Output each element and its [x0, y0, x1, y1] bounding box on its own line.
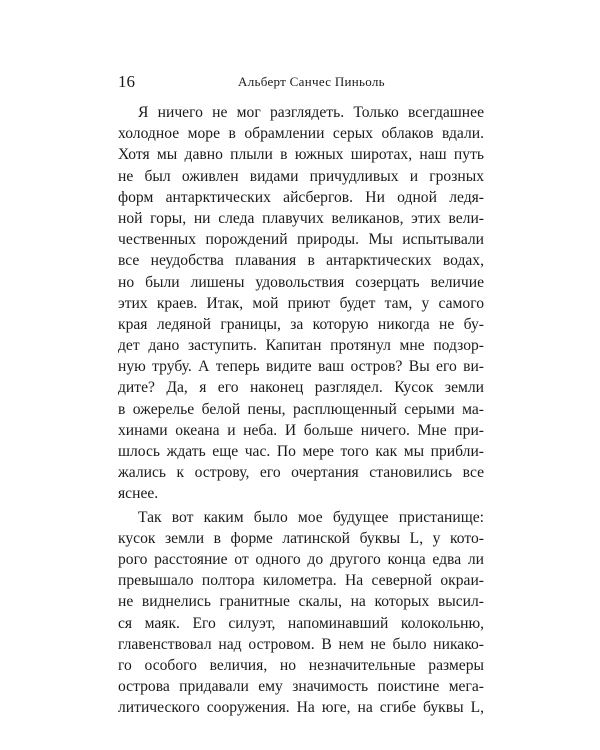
text-line: не виднелись гранитные скалы, на которых высил-	[118, 593, 484, 611]
paragraph	[118, 102, 484, 505]
text-line: дите? Да, я его наконец разглядел. Кусок земли	[118, 379, 484, 397]
running-title: Альберт Санчес Пиньоль	[238, 74, 385, 89]
text-line: главенствовал над островом. В нем не было никако-	[118, 635, 484, 653]
text-line: но были лишены удовольствия созерцать величие	[118, 273, 484, 291]
text-line: дет дано заступить. Капитан протянул мне подзор-	[118, 337, 484, 355]
body-text	[118, 102, 484, 718]
page-number: 16	[118, 72, 135, 91]
text-line: Я ничего не мог разглядеть. Только всегдашнее	[138, 104, 484, 121]
text-line: превышало полтора километра. На северной окраи-	[118, 572, 484, 590]
text-line: холодное море в обрамлении серых облаков вдали.	[118, 125, 484, 143]
page-header	[118, 72, 483, 96]
text-line: яснее.	[118, 485, 159, 503]
text-line: Так вот каким было мое будущее пристанище:	[138, 508, 484, 526]
text-line: рого расстояние от одного до другого конца едва ли	[118, 550, 484, 568]
text-line: все неудобства плавания в антарктических водах,	[118, 252, 484, 270]
text-line: острова придавали ему значимость поистине мега-	[118, 678, 484, 696]
paragraph	[118, 507, 484, 719]
text-line: в ожерелье белой пены, расплющенный серыми ма-	[118, 400, 484, 418]
text-line: не был оживлен видами причудливых и грозных	[118, 167, 484, 185]
text-line: шлось ждать еще час. По мере того как мы прибли-	[118, 443, 484, 460]
text-line: края ледяной границы, за которую никогда не бу-	[118, 315, 484, 333]
text-line: литического сооружения. На юге, на сгибе буквы L,	[118, 699, 484, 717]
text-line: форм антарктических айсбергов. Ни одной ледя-	[118, 188, 484, 206]
text-line: этих краев. Итак, мой приют будет там, у самого	[118, 294, 484, 312]
text-line: жались к острову, его очертания становились все	[118, 464, 484, 482]
text-line: ную трубу. А теперь видите ваш остров? Вы его ви-	[118, 358, 484, 376]
text-line: Хотя мы давно плыли в южных широтах, наш путь	[118, 146, 484, 164]
text-line: кусок земли в форме латинской буквы L, у кото-	[118, 529, 484, 547]
text-line: го особого величия, но незначительные размеры	[118, 656, 484, 674]
text-line: чественных порождений природы. Мы испытывали	[118, 231, 484, 249]
text-line: хинами океана и неба. И больше ничего. Мне при-	[118, 421, 484, 439]
text-line: ся маяк. Его силуэт, напоминавший колокольню,	[118, 614, 484, 632]
text-line: ной горы, ни следа плавучих великанов, этих вели-	[118, 209, 484, 227]
